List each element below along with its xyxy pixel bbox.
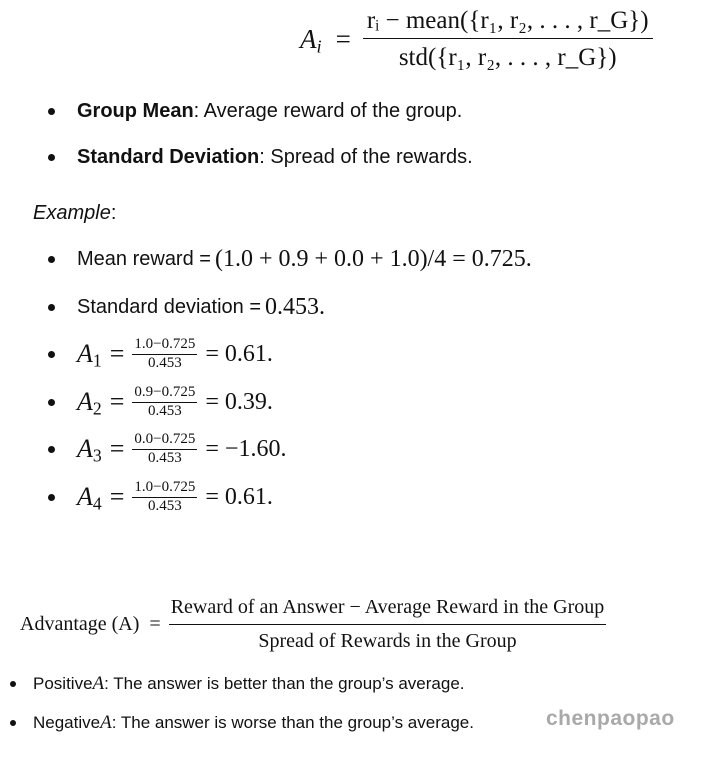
list-item-standard-deviation	[48, 146, 473, 169]
term-description: : Average reward of the group.	[193, 100, 463, 122]
std-deviation-value: 0.453.	[265, 294, 326, 320]
list-item-advantage-1: $A_1$ = $\frac{1.0-0.725}{0.453}$ = 0.61.	[48, 337, 273, 372]
bullet-icon	[48, 399, 55, 406]
bullet-icon	[10, 681, 16, 687]
advantage-formula-words	[20, 597, 606, 652]
advantage-fraction: $\frac{0.9-0.725}{0.453}$	[134, 384, 196, 419]
advantage-label: Advantage (A)	[20, 613, 140, 635]
list-item-advantage-3: $A_3$ = $\frac{0.0-0.725}{0.453}$ = −1.60.	[48, 432, 286, 467]
watermark: chenpaopao	[546, 707, 675, 730]
list-item-negative-advantage: Negative A : The answer is worse than the group’s average.	[10, 712, 474, 734]
advantage-fraction: $\frac{1.0-0.725}{0.453}$	[134, 479, 196, 514]
list-item-group-mean	[48, 100, 462, 123]
term-description: : Spread of the rewards.	[259, 146, 473, 168]
equals-sign: =	[335, 24, 351, 55]
example-heading: Example:	[33, 202, 117, 224]
advantage-formula-top	[300, 8, 653, 72]
advantage-result: = 0.61.	[205, 483, 273, 510]
list-item-advantage-2: $A_2$ = $\frac{0.9-0.725}{0.453}$ = 0.39.	[48, 385, 273, 420]
mean-reward-expression: (1.0 + 0.9 + 0.0 + 1.0)/4 = 0.725.	[214, 246, 532, 272]
list-item-mean-reward	[48, 246, 532, 273]
words-denominator: Spread of Rewards in the Group	[258, 630, 517, 652]
advantage-result: = 0.61.	[205, 340, 273, 367]
term-label: Group Mean	[77, 100, 194, 122]
list-item-positive-advantage: Positive A : The answer is better than the group’s average.	[10, 673, 465, 695]
bullet-icon	[48, 351, 55, 358]
formula-numerator-text: rᵢ − mean({r₁, r₂, . . . , r_G})	[366, 7, 649, 34]
bullet-icon	[10, 720, 16, 726]
bullet-icon	[48, 154, 55, 161]
bullet-icon	[48, 304, 55, 311]
words-fraction	[169, 597, 607, 652]
bullet-icon	[48, 494, 55, 501]
list-item-std-deviation	[48, 294, 325, 321]
std-deviation-label: Standard deviation =	[77, 296, 262, 318]
bullet-icon	[48, 446, 55, 453]
formula-denominator-text: std({r₁, r₂, . . . , r_G})	[398, 44, 617, 72]
mean-reward-label: Mean reward =	[77, 248, 211, 270]
advantage-result: = −1.60.	[205, 435, 287, 462]
bullet-icon	[48, 256, 55, 263]
list-item-advantage-4: $A_4$ = $\frac{1.0-0.725}{0.453}$ = 0.61.	[48, 480, 273, 515]
advantage-fraction: $\frac{0.0-0.725}{0.453}$	[134, 431, 196, 466]
advantage-result: = 0.39.	[205, 388, 273, 415]
formula-lhs: $A_i$	[300, 24, 322, 57]
bullet-icon	[48, 108, 55, 115]
words-numerator: Reward of an Answer − Average Reward in the Group	[169, 597, 607, 625]
formula-denominator	[395, 39, 621, 71]
advantage-fraction: $\frac{1.0-0.725}{0.453}$	[134, 336, 196, 371]
formula-fraction	[363, 8, 653, 72]
formula-numerator	[363, 8, 653, 39]
term-label: Standard Deviation	[77, 146, 260, 168]
equals-sign: =	[149, 613, 161, 635]
